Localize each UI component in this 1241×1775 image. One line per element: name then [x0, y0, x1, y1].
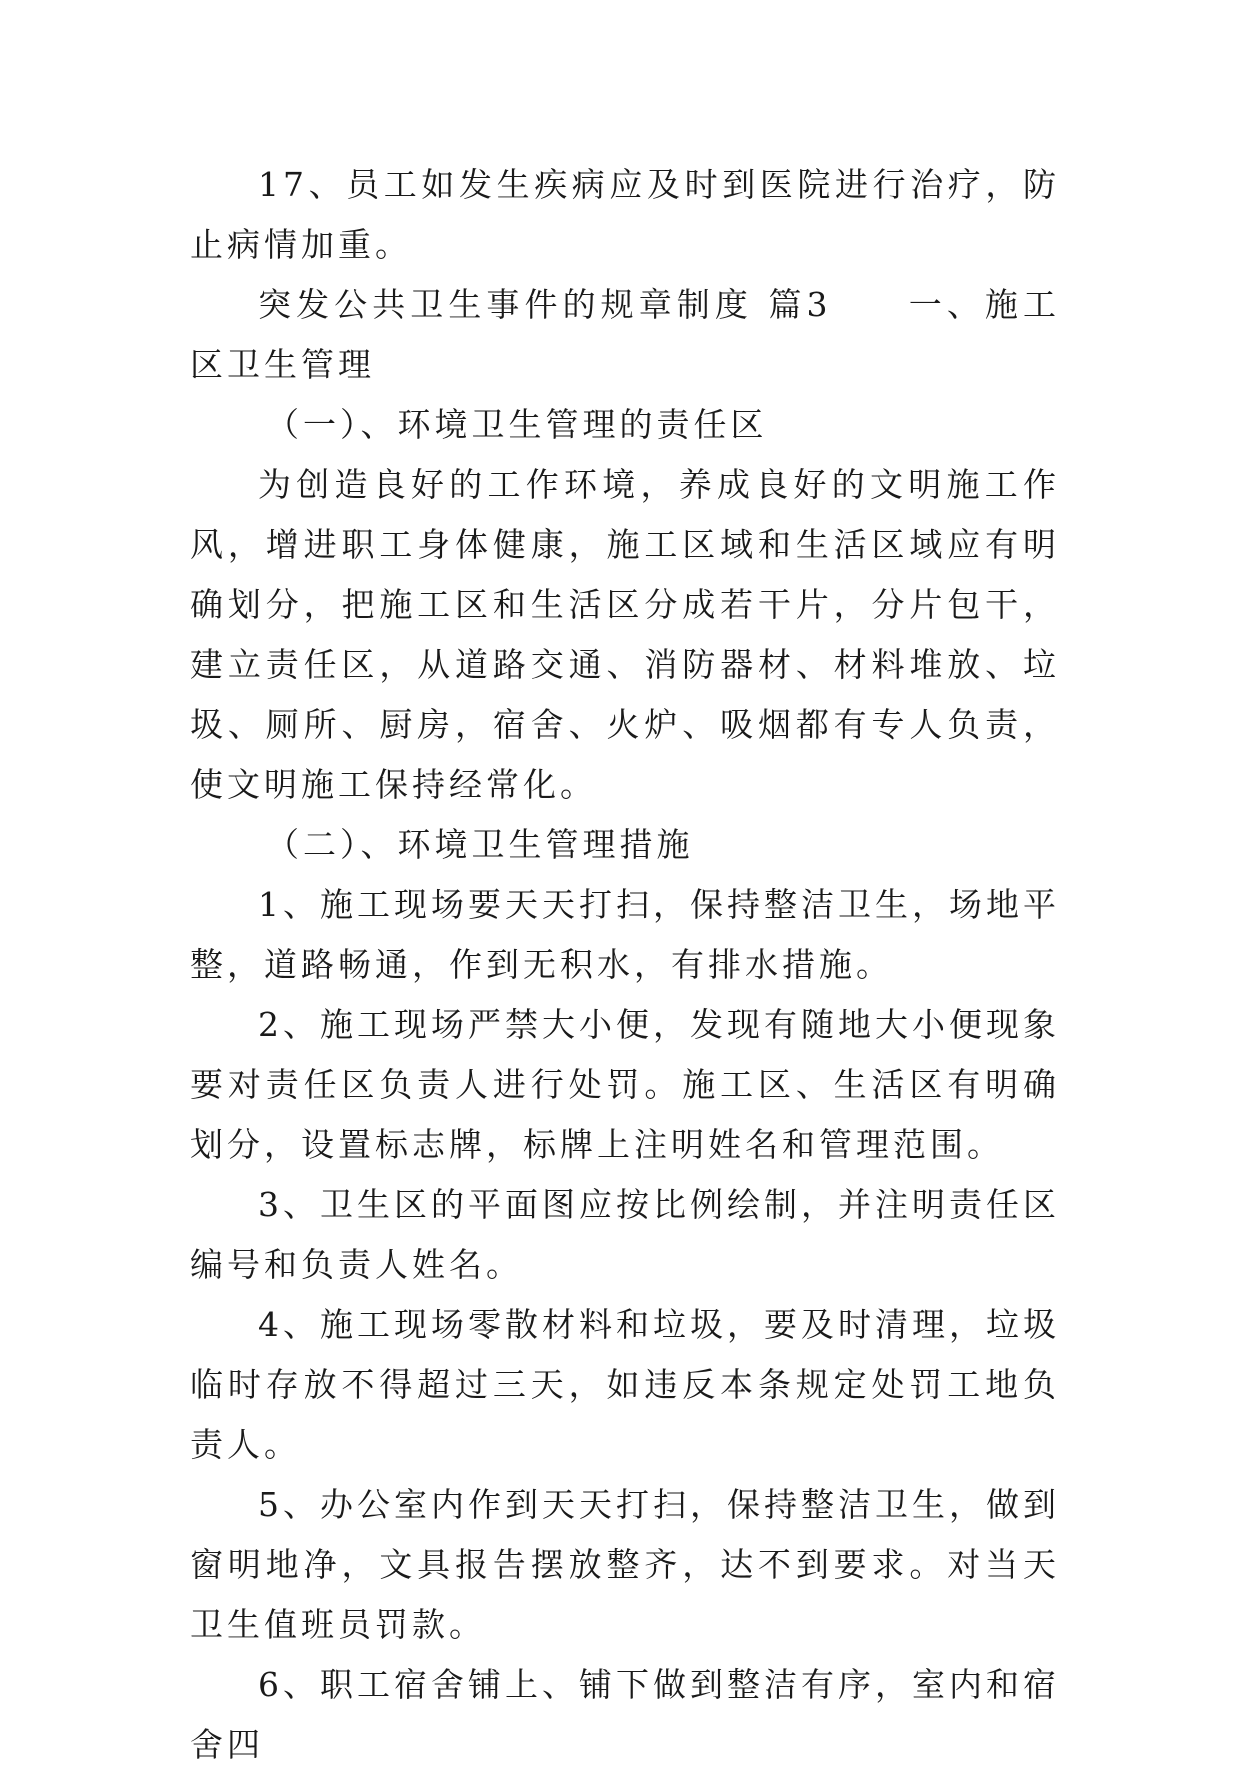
paragraph-item-1: 1、施工现场要天天打扫，保持整洁卫生，场地平整，道路畅通，作到无积水，有排水措施。 [190, 885, 1060, 984]
subheading-measures: （二）、环境卫生管理措施 [266, 825, 694, 864]
paragraph-item-17: 17、员工如发生疾病应及时到医院进行治疗，防止病情加重。 [190, 165, 1060, 264]
paragraph-item-6: 6、职工宿舍铺上、铺下做到整洁有序，室内和宿舍四 [190, 1665, 1060, 1764]
subheading-responsibility-zone: （一）、环境卫生管理的责任区 [266, 405, 768, 444]
paragraph-body: 为创造良好的工作环境，养成良好的文明施工作风，增进职工身体健康，施工区域和生活区域应有明确划分，把施工区和生活区分成若干片，分片包干，建立责任区，从道路交通、消防器材、材料堆放、垃圾、厕所、厨房，宿舍、火炉、吸烟都有专人负责，使文明施工保持经常化。 [190, 465, 1060, 804]
section-heading: 突发公共卫生事件的规章制度 篇3 一、施工区卫生管理 [190, 285, 1060, 384]
paragraph-item-2: 2、施工现场严禁大小便，发现有随地大小便现象要对责任区负责人进行处罚。施工区、生活区有明确划分，设置标志牌，标牌上注明姓名和管理范围。 [190, 1005, 1060, 1164]
paragraph-item-3: 3、卫生区的平面图应按比例绘制，并注明责任区编号和负责人姓名。 [190, 1185, 1060, 1284]
paragraph-item-4: 4、施工现场零散材料和垃圾，要及时清理，垃圾临时存放不得超过三天，如违反本条规定处罚工地负责人。 [190, 1305, 1060, 1464]
document-body [190, 155, 1060, 1775]
paragraph-item-5: 5、办公室内作到天天打扫，保持整洁卫生，做到窗明地净，文具报告摆放整齐，达不到要求。对当天卫生值班员罚款。 [190, 1485, 1060, 1644]
